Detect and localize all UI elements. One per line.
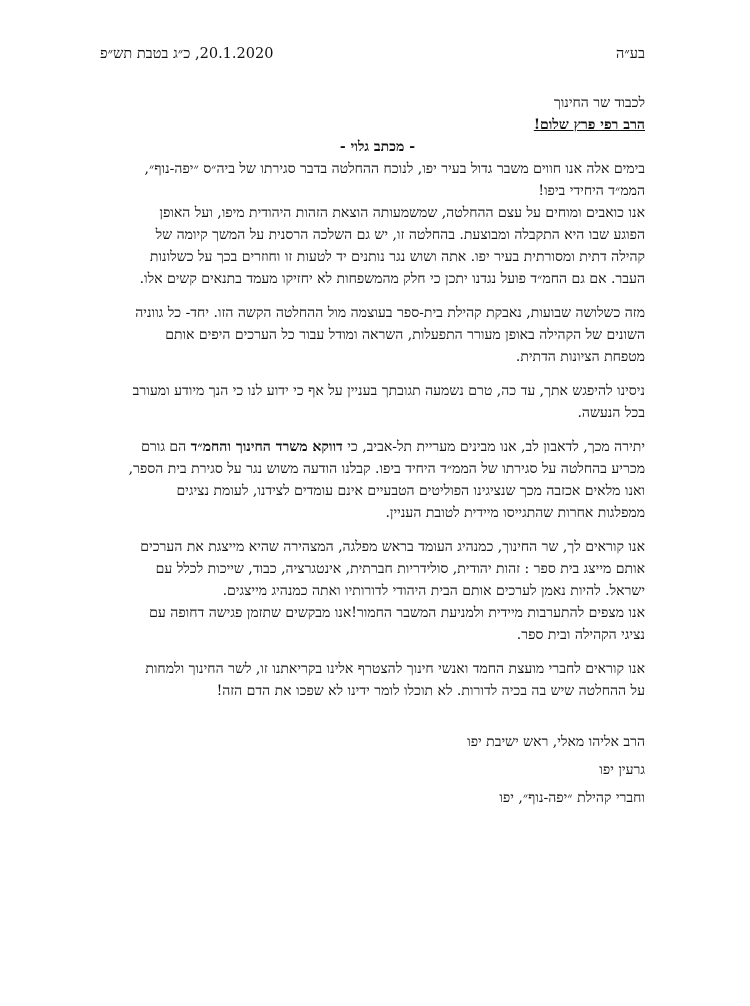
paragraph-line: ממפלגות אחרות שהתגייסו מיידית לטובת העניין. — [385, 505, 645, 521]
paragraph-text: יתירה מכך, לדאבון לב, אנו מבינים מעריית תל-אביב, כי — [342, 439, 645, 455]
paragraph-line: הפוגע שבו היא התקבלה ומבוצעת. בהחלטה זו, יש גם השלכה הרסנית על המשך קיומה של — [155, 227, 645, 243]
paragraph-line: אנו קוראים לך, שר החינוך, כמנהיג העומד בראש מפלגה, המצהירה שהיא מייצגת את הערכים — [140, 539, 645, 555]
paragraph-1 — [100, 158, 645, 202]
paragraph-line: נציגי הקהילה ובית ספר. — [516, 627, 645, 643]
besiyata-mark: בע״ה — [615, 46, 645, 62]
paragraph-line: העבר. אם גם החמ״ד פועל נגדנו יתכן כי חלק מהמשפחות לא יחזיקו מעמד בתנאים קשים אלו. — [139, 271, 645, 287]
paragraph-line: ואנו מלאים אכזבה מכך שנציגינו הפוליטים הטבעיים אינם עומדים לצידנו, לעומת נציגים — [176, 483, 645, 499]
paragraph-line: על ההחלטה שיש בה בכיה לדורות. לא תוכלו לומר ידינו לא שפכו את הדם הזה! — [216, 683, 645, 699]
paragraph-line: אנו קוראים לחברי מועצת החמד ואנשי חינוך להצטרף אלינו בקריאתנו זו, לשר החינוך ולמחות — [145, 661, 645, 677]
paragraph-5 — [100, 436, 645, 524]
paragraph-line: אנו כואבים ומוחים על עצם ההחלטה, שמשמעותה הוצאת הזהות היהודית מיפו, ועל האופן — [159, 205, 645, 221]
paragraph-line: הממ״ד היחידי ביפו! — [538, 183, 645, 199]
addressee-line-2: הרב רפי פרץ שלום! — [533, 117, 645, 133]
letter-date: 20.1.2020, כ״ג בטבת תש״פ — [100, 46, 274, 62]
signature-block — [100, 728, 645, 812]
paragraph-7 — [100, 658, 645, 702]
paragraph-line: ניסינו להיפגש אתך, עד כה, טרם נשמעה תגובתך בעניין על אף כי ידוע לנו כי הנך מיודע ומעורב — [132, 383, 645, 399]
paragraph-line: אותם מייצג בית ספר : זהות יהודית, סולידריות חברתית, אינטגרציה, כבוד, שייכות לכלל עם — [155, 561, 645, 577]
emphasis-ministry: דווקא משרד החינוך והחמ״ד — [190, 439, 343, 455]
paragraph-line: מטפחת הציונות הדתית. — [515, 349, 645, 365]
paragraph-line: בימים אלה אנו חווים משבר גדול בעיר יפו, לנוכח ההחלטה בדבר סגירתו של ביה״ס ״יפה-נוף״, — [144, 161, 645, 177]
paragraph-text: הם גורם — [141, 439, 191, 455]
letter-title: - מכתב גלוי - — [339, 139, 415, 155]
paragraph-line: השונים של הקהילה באופן מעורר התפעלות, השראה ומודל עבור כל הערכים היפים אותם — [165, 327, 645, 343]
paragraph-line: ישראל. להיות נאמן לערכים אותם הבית היהודי לדורותיו ואתה כמנהיג מייצגים. — [222, 583, 645, 599]
paragraph-4 — [100, 380, 645, 424]
signature-line: הרב אליהו מאלי, ראש ישיבת יפו — [467, 734, 645, 750]
paragraph-line — [100, 436, 645, 458]
signature-line: וחברי קהילת ״יפה-נוף״, יפו — [499, 790, 645, 806]
paragraph-3 — [100, 302, 645, 368]
paragraph-6 — [100, 536, 645, 646]
letter-body — [100, 92, 645, 812]
paragraph-line: מכריע בהחלטה על סגירתו של הממ״ד היחיד ביפו. קבלנו הודעה משוש נגר על סגירת בית הספר, — [128, 461, 645, 477]
letter-header — [100, 46, 645, 70]
paragraph-2 — [100, 202, 645, 290]
signature-line: גרעין יפו — [599, 762, 645, 778]
addressee-line-1: לכבוד שר החינוך — [553, 95, 645, 111]
paragraph-line: קהילה דתית ומסורתית בעיר יפו. אתה ושוש נגר נותנים יד לטעות זו וחוזרים בכך על כשלונות — [149, 249, 645, 265]
paragraph-line: בכל הנעשה. — [577, 405, 645, 421]
paragraph-line: מזה כשלושה שבועות, נאבקת קהילת בית-ספר בעוצמה מול ההחלטה הקשה הזו. יחד- כל גווניה — [135, 305, 645, 321]
paragraph-line: אנו מצפים להתערבות מיידית ולמניעת המשבר החמור!אנו מבקשים שתזמן פגישה דחופה עם — [149, 605, 645, 621]
